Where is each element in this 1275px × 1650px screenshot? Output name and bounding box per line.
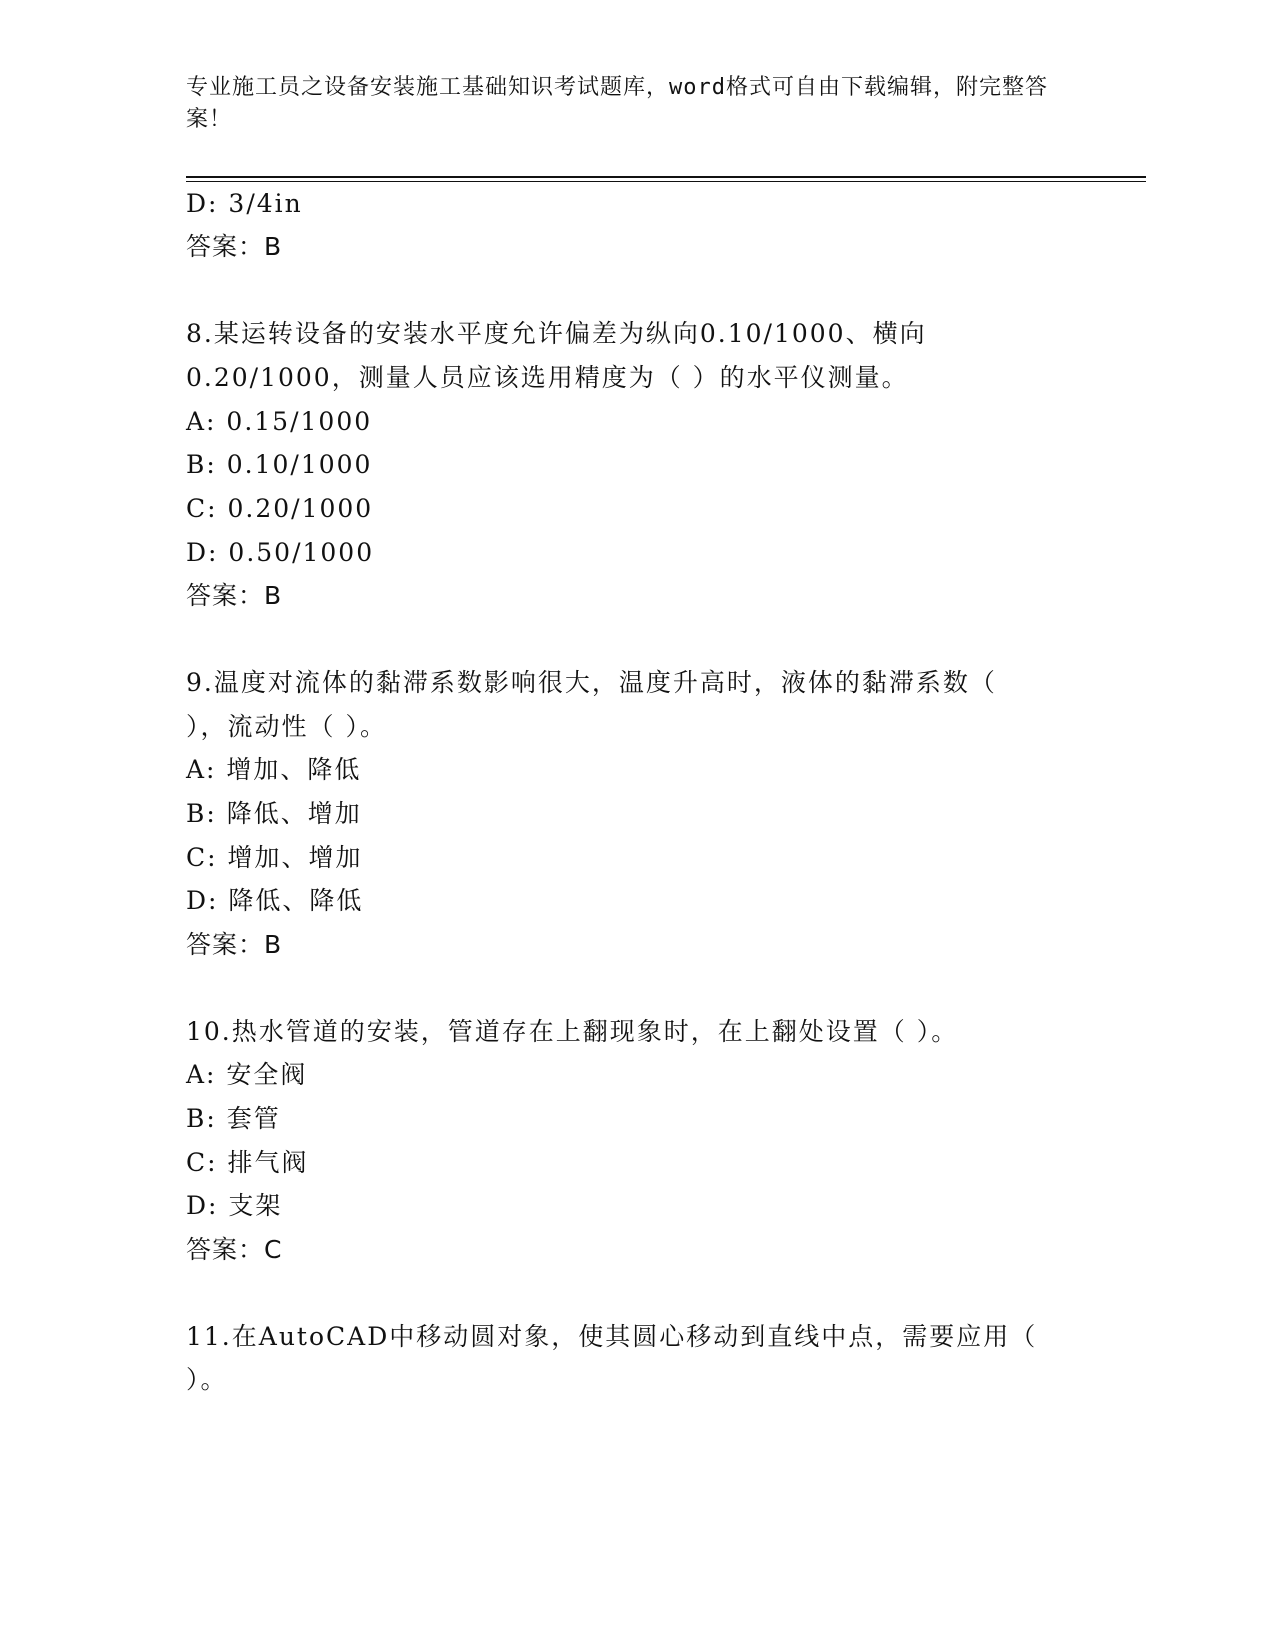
question-10-stem-line1: 10.热水管道的安装，管道存在上翻现象时，在上翻处设置（ ）。 [186, 1017, 959, 1046]
header-divider-thick [186, 176, 1146, 178]
question-9-stem-line1: 9.温度对流体的黏滞系数影响很大，温度升高时，液体的黏滞系数（ [186, 668, 997, 697]
option-d: D: 3/4in [186, 189, 303, 218]
question-9-option-d: D: 降低、降低 [186, 886, 364, 915]
question-10-option-a: A: 安全阀 [186, 1060, 308, 1089]
question-10-option-d: D: 支架 [186, 1191, 283, 1220]
question-9-option-a: A: 增加、降低 [186, 755, 362, 784]
question-9-stem-line2: ），流动性（ ）。 [186, 712, 387, 741]
question-9-answer: 答案：B [186, 930, 283, 959]
question-9-option-c: C: 增加、增加 [186, 843, 363, 872]
question-8-stem-line2: 0.20/1000，测量人员应该选用精度为（ ）的水平仪测量。 [186, 363, 909, 392]
question-10-option-b: B: 套管 [186, 1104, 281, 1133]
document-header: 专业施工员之设备安装施工基础知识考试题库，word格式可自由下载编辑，附完整答案！ [186, 75, 1048, 132]
header-divider-thin [186, 181, 1146, 182]
question-10-answer: 答案：C [186, 1235, 283, 1264]
question-10-option-c: C: 排气阀 [186, 1148, 309, 1177]
question-8-option-d: D: 0.50/1000 [186, 538, 375, 567]
question-8-option-c: C: 0.20/1000 [186, 494, 374, 523]
question-8-stem-line1: 8.某运转设备的安装水平度允许偏差为纵向0.10/1000、横向 [186, 319, 927, 348]
question-11-stem-line1: 11.在AutoCAD中移动圆对象，使其圆心移动到直线中点，需要应用（ [186, 1322, 1038, 1351]
question-9-option-b: B: 降低、增加 [186, 799, 362, 828]
question-8-answer: 答案：B [186, 581, 283, 610]
question-11-stem-line2: ）。 [186, 1365, 228, 1394]
question-8-option-a: A: 0.15/1000 [186, 407, 373, 436]
question-8-option-b: B: 0.10/1000 [186, 450, 373, 479]
answer-line: 答案：B [186, 232, 283, 261]
